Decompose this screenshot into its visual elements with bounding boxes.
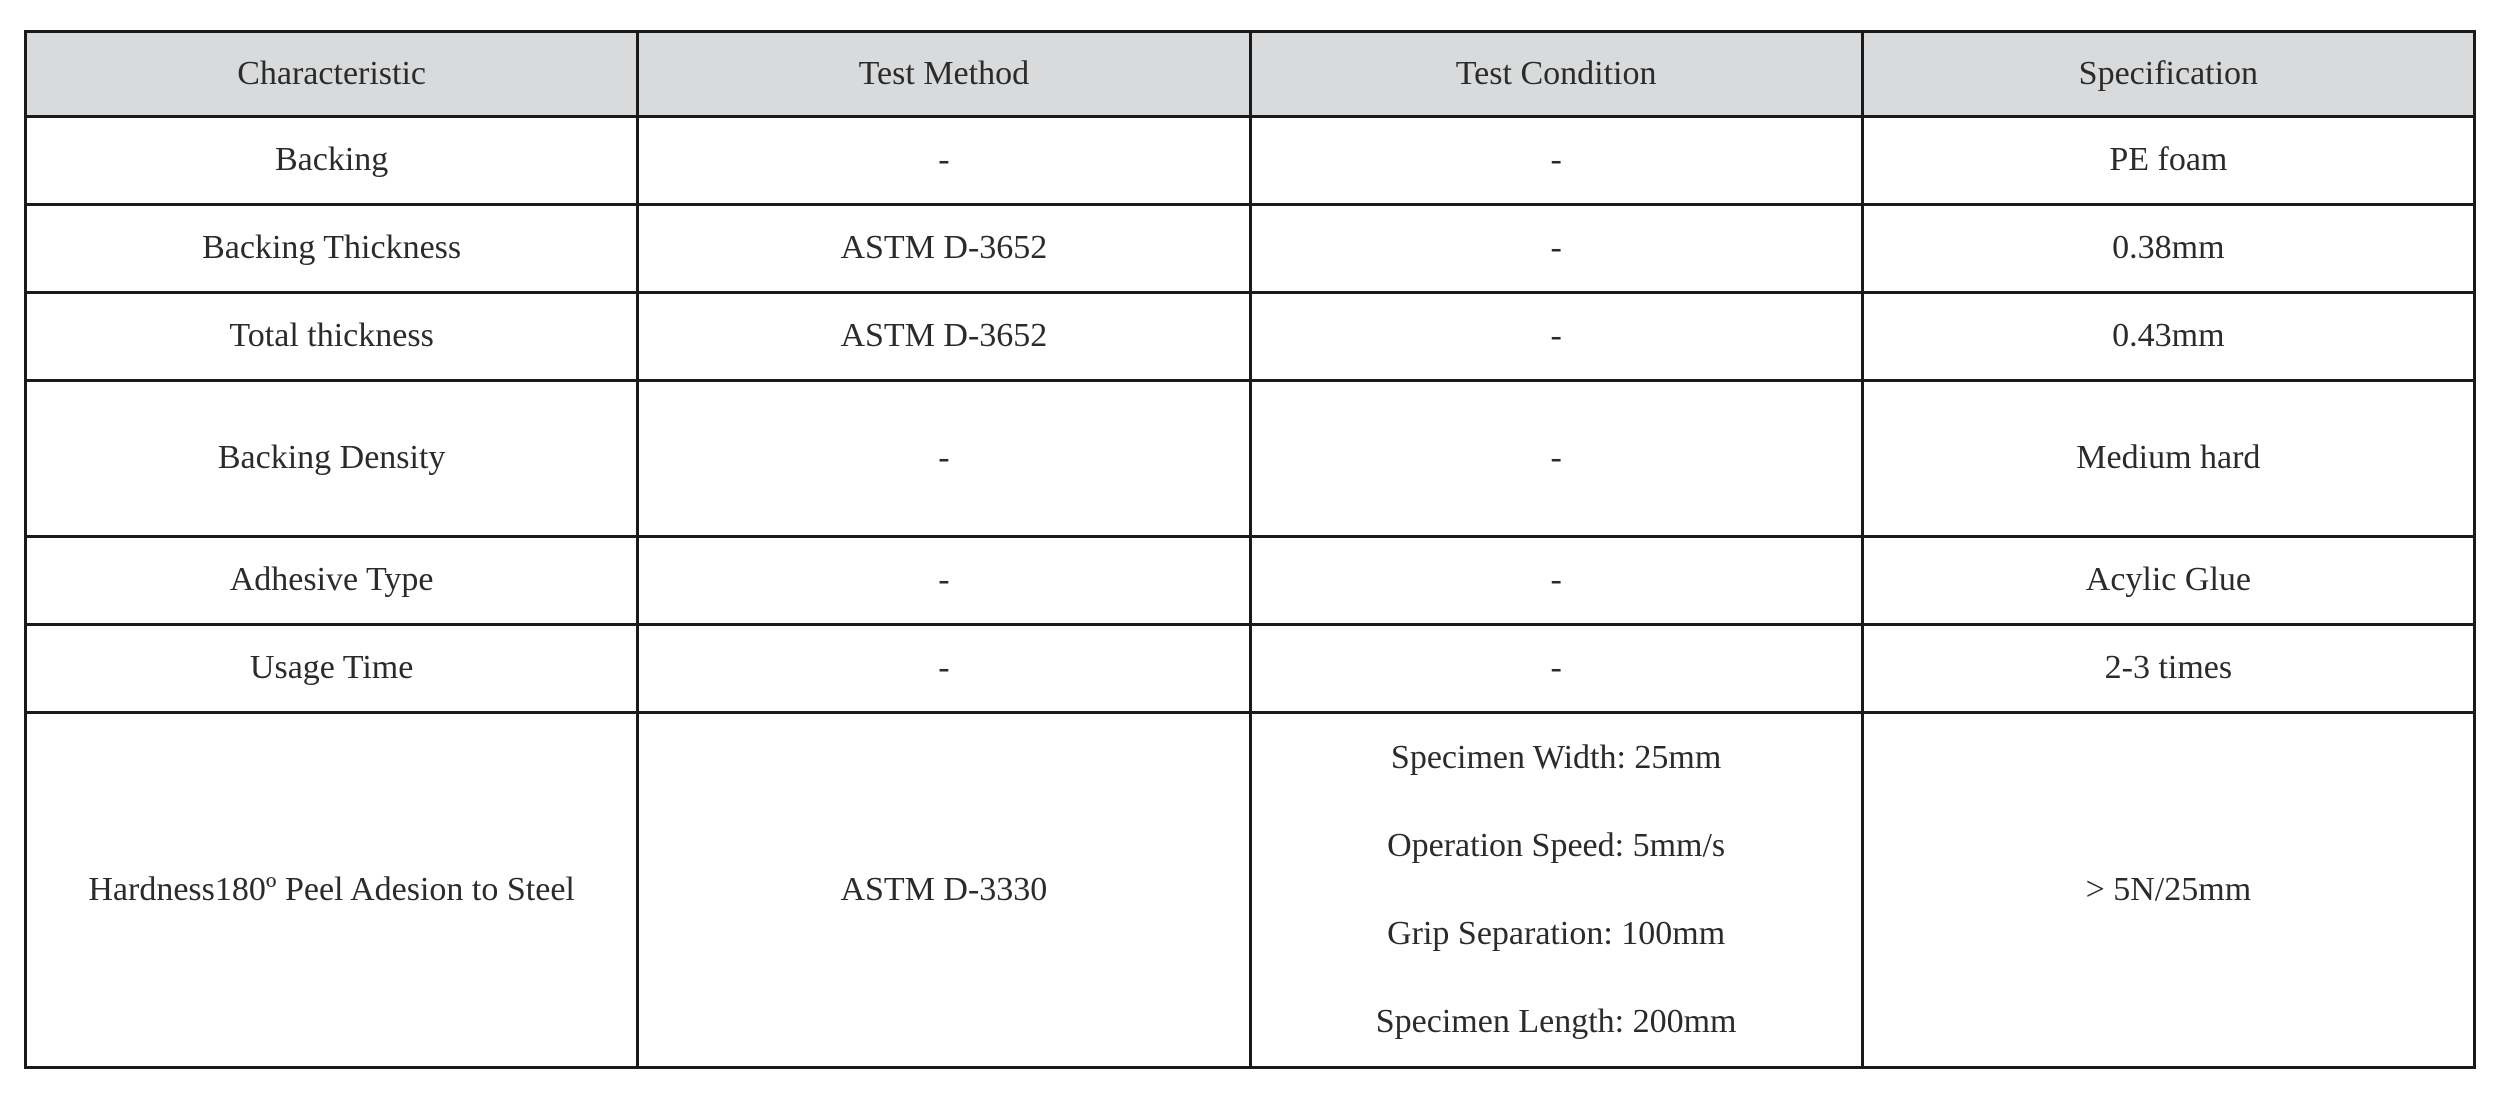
- cell-test-method: ASTM D-3652: [638, 293, 1250, 381]
- table-row: [26, 117, 2475, 205]
- table-row: [26, 293, 2475, 381]
- table-row: [26, 713, 2475, 1068]
- table-header: [26, 32, 2475, 117]
- table-row: [26, 537, 2475, 625]
- table-row: [26, 381, 2475, 537]
- cell-specification: PE foam: [1862, 117, 2474, 205]
- cell-specification: Medium hard: [1862, 381, 2474, 537]
- cell-test-condition: -: [1250, 537, 1862, 625]
- condition-specimen-length: Specimen Length: 200mm: [1375, 1003, 1737, 1040]
- cell-characteristic: Total thickness: [26, 293, 638, 381]
- cell-test-method: -: [638, 625, 1250, 713]
- condition-grip-separation: Grip Separation: 100mm: [1387, 915, 1726, 952]
- cell-test-condition: -: [1250, 381, 1862, 537]
- cell-test-method: ASTM D-3652: [638, 205, 1250, 293]
- header-row: [26, 32, 2475, 117]
- cell-specification: 0.38mm: [1862, 205, 2474, 293]
- cell-characteristic: Backing: [26, 117, 638, 205]
- cell-specification: > 5N/25mm: [1862, 713, 2474, 1068]
- cell-specification: Acylic Glue: [1862, 537, 2474, 625]
- cell-test-condition: -: [1250, 625, 1862, 713]
- cell-characteristic: Hardness180º Peel Adesion to Steel: [26, 713, 638, 1068]
- cell-specification: 0.43mm: [1862, 293, 2474, 381]
- header-specification: Specification: [1862, 32, 2474, 117]
- cell-test-condition: -: [1250, 117, 1862, 205]
- cell-test-condition: -: [1250, 205, 1862, 293]
- cell-test-condition: [1250, 713, 1862, 1068]
- table-row: [26, 205, 2475, 293]
- cell-test-method: ASTM D-3330: [638, 713, 1250, 1068]
- cell-specification: 2-3 times: [1862, 625, 2474, 713]
- cell-characteristic: Backing Thickness: [26, 205, 638, 293]
- table-row: [26, 625, 2475, 713]
- cell-test-method: -: [638, 117, 1250, 205]
- cell-characteristic: Usage Time: [26, 625, 638, 713]
- header-characteristic: Characteristic: [26, 32, 638, 117]
- condition-specimen-width: Specimen Width: 25mm: [1390, 739, 1722, 776]
- cell-characteristic: Adhesive Type: [26, 537, 638, 625]
- specification-table: [24, 30, 2476, 1069]
- condition-operation-speed: Operation Speed: 5mm/s: [1387, 827, 1726, 864]
- cell-test-method: -: [638, 537, 1250, 625]
- table-body: [26, 117, 2475, 1068]
- header-test-condition: Test Condition: [1250, 32, 1862, 117]
- header-test-method: Test Method: [638, 32, 1250, 117]
- cell-test-method: -: [638, 381, 1250, 537]
- cell-characteristic: Backing Density: [26, 381, 638, 537]
- cell-test-condition: -: [1250, 293, 1862, 381]
- test-condition-list: [1262, 714, 1851, 1066]
